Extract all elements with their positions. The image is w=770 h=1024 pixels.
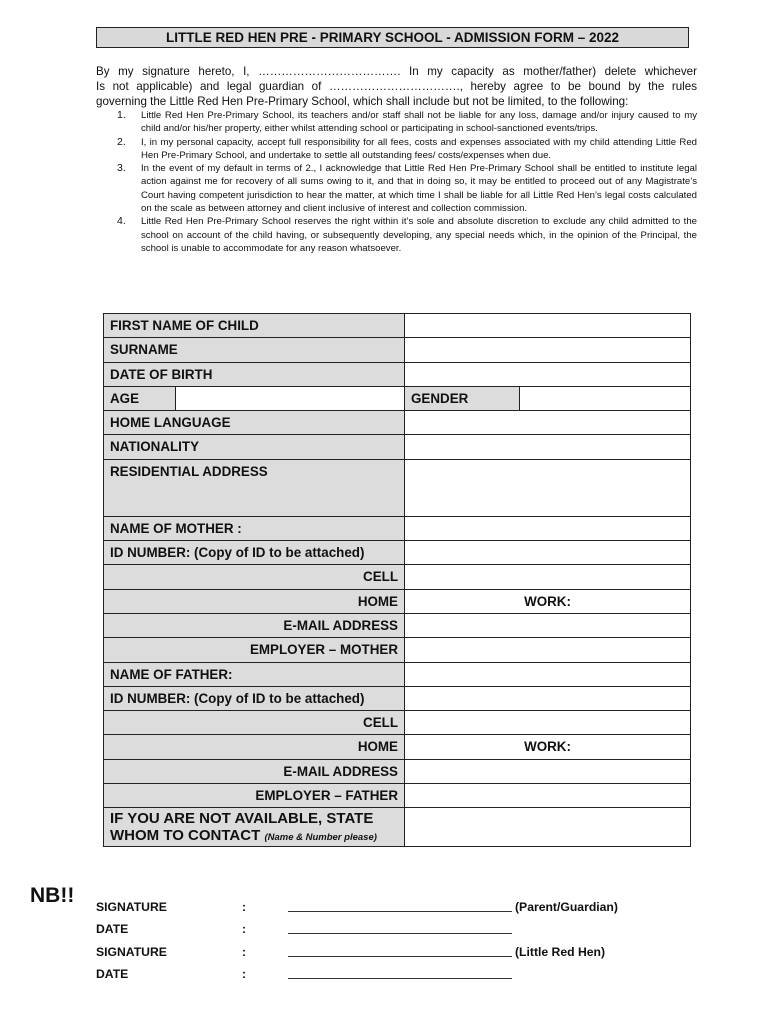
emergency-contact-note: (Name & Number please) <box>264 832 377 844</box>
first-name-label: FIRST NAME OF CHILD <box>104 314 405 338</box>
emergency-contact-field[interactable] <box>405 808 691 847</box>
mother-work-field[interactable]: WORK: <box>405 589 691 613</box>
father-cell-field[interactable] <box>405 711 691 735</box>
admission-form-table <box>103 313 691 847</box>
mother-id-label: ID NUMBER: (Copy of ID to be attached) <box>104 541 405 565</box>
colon: : <box>242 967 247 981</box>
school-signature-line[interactable] <box>288 956 512 957</box>
father-work-field[interactable]: WORK: <box>405 735 691 759</box>
term-item <box>117 215 697 255</box>
signature-label: SIGNATURE <box>96 945 167 959</box>
age-field[interactable] <box>176 386 405 410</box>
colon: : <box>242 922 247 936</box>
term-number: 4. <box>117 215 126 228</box>
colon: : <box>242 900 247 914</box>
form-title: LITTLE RED HEN PRE - PRIMARY SCHOOL - ADMISSION FORM – 2022 <box>96 27 689 48</box>
intro-paragraph <box>96 65 697 109</box>
school-signature-row <box>96 945 696 961</box>
father-home-label: HOME <box>104 735 405 759</box>
terms-list <box>117 109 697 255</box>
nb-note: NB!! <box>30 884 75 907</box>
term-text: Little Red Hen Pre-Primary School reserves the right within it’s sole and absolute discretion to exclude any child admitted to the school on account of the child having, or subsequently developing, any special needs which, in the opinion of the Principal, the school is unable to accommodate for any reason whatsoever. <box>141 216 697 254</box>
mother-name-label: NAME OF MOTHER : <box>104 516 405 540</box>
emergency-contact-line2: WHOM TO CONTACT <box>110 827 261 845</box>
term-text: In the event of my default in terms of 2., I acknowledge that Little Red Hen Pre-Primary School shall be entitled to institute legal action against me for recovery of all sums owing to it, and that in doing so, it may be entitled to proceed out of any Magistrate’s Court having competent jurisdiction to hear the matter, at which time I shall be liable for all Little Red Hen’s legal costs calculated on the scale as between attorney and client inclusive of interest and collection commission. <box>141 163 697 215</box>
intro-line: By my signature hereto, I, ………………………………. In my capacity as mother/father) delete whichever <box>96 65 697 78</box>
father-cell-label: CELL <box>104 711 405 735</box>
term-number: 3. <box>117 162 126 175</box>
school-date-row <box>96 967 696 983</box>
first-name-field[interactable] <box>405 314 691 338</box>
intro-line: Is not applicable) and legal guardian of ……………………………., hereby agree to be bound by the rules <box>96 79 697 93</box>
school-date-line[interactable] <box>288 978 512 979</box>
father-email-label: E-MAIL ADDRESS <box>104 759 405 783</box>
parent-signature-line[interactable] <box>288 911 512 912</box>
gender-field[interactable] <box>520 386 691 410</box>
address-field[interactable] <box>405 459 691 516</box>
surname-label: SURNAME <box>104 338 405 362</box>
mother-cell-field[interactable] <box>405 565 691 589</box>
parent-date-row <box>96 922 696 938</box>
term-text: I, in my personal capacity, accept full responsibility for all fees, costs and expenses associated with my child attending Little Red Hen Pre-Primary School, and undertake to settle all outstanding fees/ costs/expenses when due. <box>141 136 697 161</box>
signature-suffix: (Little Red Hen) <box>515 945 606 959</box>
term-item <box>117 109 697 136</box>
address-label: RESIDENTIAL ADDRESS <box>104 459 405 516</box>
mother-id-field[interactable] <box>405 541 691 565</box>
father-id-field[interactable] <box>405 686 691 710</box>
mother-employer-label: EMPLOYER – MOTHER <box>104 638 405 662</box>
home-language-label: HOME LANGUAGE <box>104 411 405 435</box>
mother-email-label: E-MAIL ADDRESS <box>104 613 405 637</box>
mother-name-field[interactable] <box>405 516 691 540</box>
father-id-label: ID NUMBER: (Copy of ID to be attached) <box>104 686 405 710</box>
signature-label: SIGNATURE <box>96 900 167 914</box>
parent-signature-row <box>96 900 696 916</box>
age-label: AGE <box>104 386 176 410</box>
father-employer-label: EMPLOYER – FATHER <box>104 784 405 808</box>
term-item <box>117 162 697 215</box>
dob-label: DATE OF BIRTH <box>104 362 405 386</box>
intro-line: governing the Little Red Hen Pre-Primary School, which shall include but not be limited, to the following: <box>96 94 629 108</box>
colon: : <box>242 945 247 959</box>
term-number: 2. <box>117 135 126 148</box>
father-employer-field[interactable] <box>405 784 691 808</box>
date-label: DATE <box>96 922 129 936</box>
mother-employer-field[interactable] <box>405 638 691 662</box>
emergency-contact-label <box>104 808 405 847</box>
dob-field[interactable] <box>405 362 691 386</box>
date-label: DATE <box>96 967 129 981</box>
home-language-field[interactable] <box>405 411 691 435</box>
term-item <box>117 136 697 163</box>
term-text: Little Red Hen Pre-Primary School, its teachers and/or staff shall not be liable for any loss, damage and/or injury caused to my child and/or his/her property, either whilst attending school or participating in school-sanctioned events/trips. <box>141 110 697 135</box>
emergency-contact-line1: IF YOU ARE NOT AVAILABLE, STATE <box>110 810 374 828</box>
surname-field[interactable] <box>405 338 691 362</box>
parent-date-line[interactable] <box>288 933 512 934</box>
term-number: 1. <box>117 109 126 121</box>
mother-email-field[interactable] <box>405 613 691 637</box>
nationality-label: NATIONALITY <box>104 435 405 459</box>
mother-home-label: HOME <box>104 589 405 613</box>
father-name-field[interactable] <box>405 662 691 686</box>
signature-suffix: (Parent/Guardian) <box>515 900 618 914</box>
father-name-label: NAME OF FATHER: <box>104 662 405 686</box>
mother-cell-label: CELL <box>104 565 405 589</box>
father-email-field[interactable] <box>405 759 691 783</box>
nationality-field[interactable] <box>405 435 691 459</box>
gender-label: GENDER <box>405 386 520 410</box>
